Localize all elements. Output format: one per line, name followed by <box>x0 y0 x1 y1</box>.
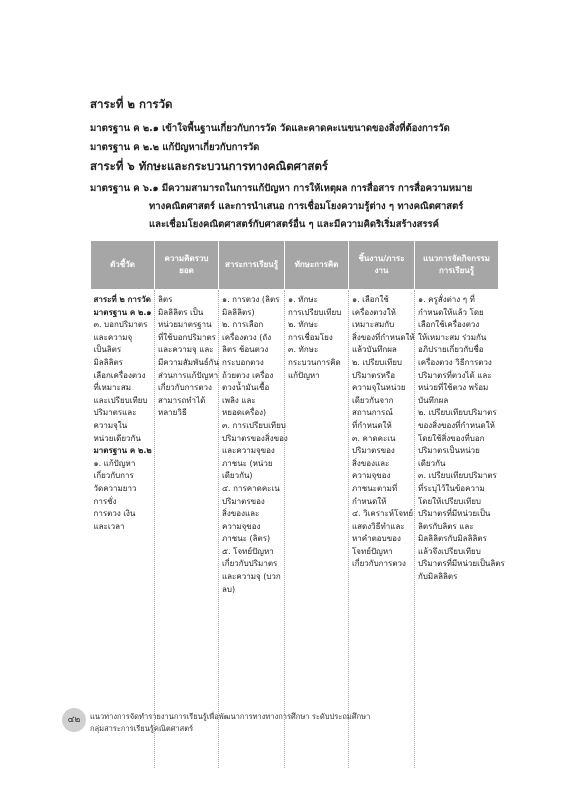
text-line: ภาชนะตามที่ <box>352 483 398 493</box>
text-line: โดยใช้สิ่งของที่บอก <box>418 433 485 443</box>
text-line: หลายวิธี <box>158 408 187 418</box>
text-line: มิลลิลิตรกับมิลลิลิตร <box>418 534 487 544</box>
text-line: มิลลิลิตร) <box>222 307 255 317</box>
text-line: ๒. เปรียบเทียบ <box>352 357 403 367</box>
text-line: ความจุในหน่วย <box>352 383 406 393</box>
text-line: สิ่งของและ <box>352 458 390 468</box>
text-line: และความจุของ <box>222 446 275 456</box>
text-line: ภาชนะ (หน่วย <box>222 458 273 468</box>
text-line: วัดความยาว <box>93 483 137 493</box>
text-line: แล้วจึงเปรียบเทียบ <box>418 546 481 556</box>
text-line: และเปรียบเทียบ <box>93 395 148 405</box>
text-line: สามารถทำได้ <box>158 395 206 405</box>
text-line: การตวง เงิน <box>93 509 136 519</box>
text-line: ที่เหมาะสม <box>93 383 131 393</box>
text-line: ความจุของ <box>352 471 391 481</box>
text-line: ให้เหมาะสม ร่วมกัน <box>418 332 487 342</box>
text-line: และความจุ (บวก <box>222 572 281 582</box>
text-line: เกี่ยวกับการตวง <box>158 383 212 393</box>
table-row <box>91 290 499 769</box>
header-content: สาระการเรียนรู้ <box>219 241 285 290</box>
text-line: ๕. โจทย์ปัญหา <box>222 546 274 556</box>
text-line: เลือกใช้เครื่องตวง <box>418 320 480 330</box>
text-line: การชั่ง <box>93 496 117 506</box>
text-line: ที่กำหนดให้ <box>352 420 392 430</box>
text-line: และเวลา <box>93 521 125 531</box>
text-line: ๑. แก้ปัญหา <box>93 458 136 468</box>
text-line: ส่วนการแก้ปัญหา <box>158 370 219 380</box>
text-line: สถานการณ์ <box>352 408 393 418</box>
text-line: ๒. ทักษะ <box>288 320 319 330</box>
text-line: ปริมาตรที่มีหน่วยเป็นลิตร <box>418 559 505 569</box>
text-line: ๔. วิเคราะห์โจทย์ <box>352 509 414 519</box>
text-line: แล้วบันทึกผล <box>352 345 397 355</box>
text-line: ตวงน้ำมันเชื้อ <box>222 383 270 393</box>
text-line: ลบ) <box>222 584 236 594</box>
text-line: เกี่ยวกับการตวง <box>352 559 406 569</box>
standard-2-2: มาตรฐาน ค ๒.๒ แก้ปัญหาเกี่ยวกับการวัด <box>90 142 260 153</box>
text-line: สิ่งของที่กำหนดให้ <box>352 332 415 342</box>
text-line: เหมาะสมกับ <box>352 320 395 330</box>
text-line: สิ่งของและ <box>222 509 260 519</box>
text-line: ความจุของ <box>222 521 261 531</box>
header-task: ชิ้นงาน/ภาระงาน <box>349 241 415 290</box>
text-line: ๓. คาดคะเน <box>352 433 396 443</box>
cell-task <box>349 290 415 769</box>
text-line: เครื่องตวง (ถัง <box>222 332 272 342</box>
text-line: กำหนดให้แล้ว โดย <box>418 307 484 317</box>
header-activity: แนวการจัดกิจกรรมการเรียนรู้ <box>415 241 499 290</box>
text-line: กำหนดให้ <box>352 496 387 506</box>
text-line: ๓. ทักษะ <box>288 345 319 355</box>
text-line: กับมิลลิลิตร <box>418 572 458 582</box>
cell-content <box>219 290 288 769</box>
text-line: ปริมาตรเป็นหน่วย <box>418 446 480 456</box>
text-line: ที่ระบุไว้ในข้อความ <box>418 483 485 493</box>
text-line: ปริมาตรที่ตวงได้ และ <box>418 370 492 380</box>
text-line: ลิตร ช้อนตวง <box>222 345 269 355</box>
text-line: ปริมาตรหรือ <box>352 370 396 380</box>
text-line: มีความสัมพันธ์กัน <box>158 357 219 367</box>
text-line: และความจุ และ <box>158 345 214 355</box>
text-line: เกี่ยวกับการ <box>93 471 134 481</box>
strand-6-heading: สาระที่ ๖ ทักษะและกระบวนการทางคณิตศาสตร์ <box>90 159 329 173</box>
footer-title: แนวทางการจัดทำรายงานการเรียนรู้เพื่อพัฒนาการทางทางการศึกษา ระดับประถมศึกษา <box>90 712 371 721</box>
text-line: เป็นลิตร <box>93 345 122 355</box>
text-line: เครื่องตวงให้ <box>352 307 396 317</box>
text-line: อภิปรายเกี่ยวกับชื่อ <box>418 345 484 355</box>
cell-concept <box>155 290 219 769</box>
header-indicator: ตัวชี้วัด <box>91 241 155 290</box>
text-line: ความจุใน <box>93 420 128 430</box>
text-line: มิลลิลิตร <box>93 357 123 367</box>
standard-6-1-line3: และเชื่อมโยงคณิตศาสตร์กับศาสตร์อื่น ๆ และมีความคิดริเริ่มสร้างสรรค์ <box>149 219 439 230</box>
text-line: เลือกเครื่องตวง <box>93 370 146 380</box>
text-line: เดียวกันจาก <box>352 395 394 405</box>
footer-subtitle: กลุ่มสาระการเรียนรู้คณิตศาสตร์ <box>90 724 194 733</box>
header-thinking-skill: ทักษะการคิด <box>285 241 349 290</box>
text-line: ๓. บอกปริมาตร <box>93 320 148 330</box>
text-line: มาตรฐาน ค ๒.๑ <box>93 307 152 317</box>
text-line: ๔. การคาดคะเน <box>222 483 280 493</box>
text-line: แก้ปัญหา <box>288 370 320 380</box>
header-concept: ความคิดรวบยอด <box>155 241 219 290</box>
text-line: ๒. เปรียบเทียบปริมาตร <box>418 408 497 418</box>
text-line: โดยให้เปรียบเทียบ <box>418 496 482 506</box>
text-line: เดียวกัน <box>418 458 446 468</box>
text-line: ถ้วยตวง เครื่อง <box>222 370 274 380</box>
text-line: บันทึกผล <box>418 395 449 405</box>
text-line: ๓. การเปรียบเทียบ <box>222 420 286 430</box>
text-line: การเชื่อมโยง <box>288 332 333 342</box>
page-number: ๔๒ <box>62 708 86 732</box>
text-line: มาตรฐาน ค ๒.๒ <box>93 446 152 456</box>
cell-thinking-skill <box>285 290 349 769</box>
text-line: เครื่องตวง วิธีการตวง <box>418 357 492 367</box>
text-line: ๑. เลือกใช้ <box>352 295 389 304</box>
text-line: โจทย์ปัญหา <box>352 546 393 556</box>
text-line: กระบอกตวง <box>222 357 264 367</box>
text-line: ๓. เปรียบเทียบปริมาตร <box>418 471 497 481</box>
standard-6-1-line2: ทางคณิตศาสตร์ และการนำเสนอ การเชื่อมโยงความรู้ต่าง ๆ ทางคณิตศาสตร์ <box>149 201 464 212</box>
text-line: ลิตร <box>158 295 173 304</box>
text-line: เดียวกัน) <box>222 471 253 481</box>
text-line: มิลลิลิตร เป็น <box>158 307 204 317</box>
strand-2-heading: สาระที่ ๒ การวัด <box>90 97 173 111</box>
text-line: หน่วยมาตรฐาน <box>158 320 212 330</box>
text-line: ภาชนะ (ลิตร) <box>222 534 271 544</box>
text-line: ปริมาตรของ <box>222 496 265 506</box>
text-line: เกี่ยวกับปริมาตร <box>222 559 278 569</box>
text-line: หน่วยเดียวกัน <box>93 433 141 443</box>
text-line: ลิตรกับลิตร และ <box>418 521 474 531</box>
text-line: ปริมาตรของสิ่งของ <box>222 433 288 443</box>
text-line: ของสิ่งของที่กำหนดให้ <box>418 420 495 430</box>
text-line: ที่ใช้บอกปริมาตร <box>158 332 216 342</box>
text-line: หาคำตอบของ <box>352 534 401 544</box>
standard-2-1: มาตรฐาน ค ๒.๑ เข้าใจพื้นฐานเกี่ยวกับการวัด วัดและคาดคะเนขนาดของสิ่งที่ต้องการวัด <box>90 123 450 134</box>
text-line: แสดงวิธีทำและ <box>352 521 405 531</box>
text-line: และความจุ <box>93 332 133 342</box>
cell-activity <box>415 290 505 769</box>
text-line: ๒. การเลือก <box>222 320 264 330</box>
table-header-row <box>91 241 499 290</box>
text-line: การเปรียบเทียบ <box>288 307 342 317</box>
text-line: ๑. ทักษะ <box>288 295 318 304</box>
text-line: หยอดเครื่อง) <box>222 408 267 418</box>
text-line: หน่วยที่ใช้ตวง พร้อม <box>418 383 489 393</box>
text-line: ๑. ครูสั่งต่าง ๆ ที่ <box>418 295 475 304</box>
text-line: ปริมาตรและ <box>93 408 137 418</box>
text-line: ปริมาตรที่มีหน่วยเป็น <box>418 509 491 519</box>
cell-indicator <box>91 290 155 769</box>
text-line: สาระที่ ๒ การวัด <box>93 295 151 304</box>
text-line: ปริมาตรของ <box>352 446 395 456</box>
curriculum-table <box>90 240 505 768</box>
standard-6-1-line1: มาตรฐาน ค ๖.๑ มีความสามารถในการแก้ปัญหา การให้เหตุผล การสื่อสาร การสื่อความหมาย <box>90 183 473 194</box>
text-line: เพลิง และ <box>222 395 256 405</box>
text-line: กระบวนการคิด <box>288 357 341 367</box>
text-line: ๑. การตวง (ลิตร <box>222 295 280 304</box>
